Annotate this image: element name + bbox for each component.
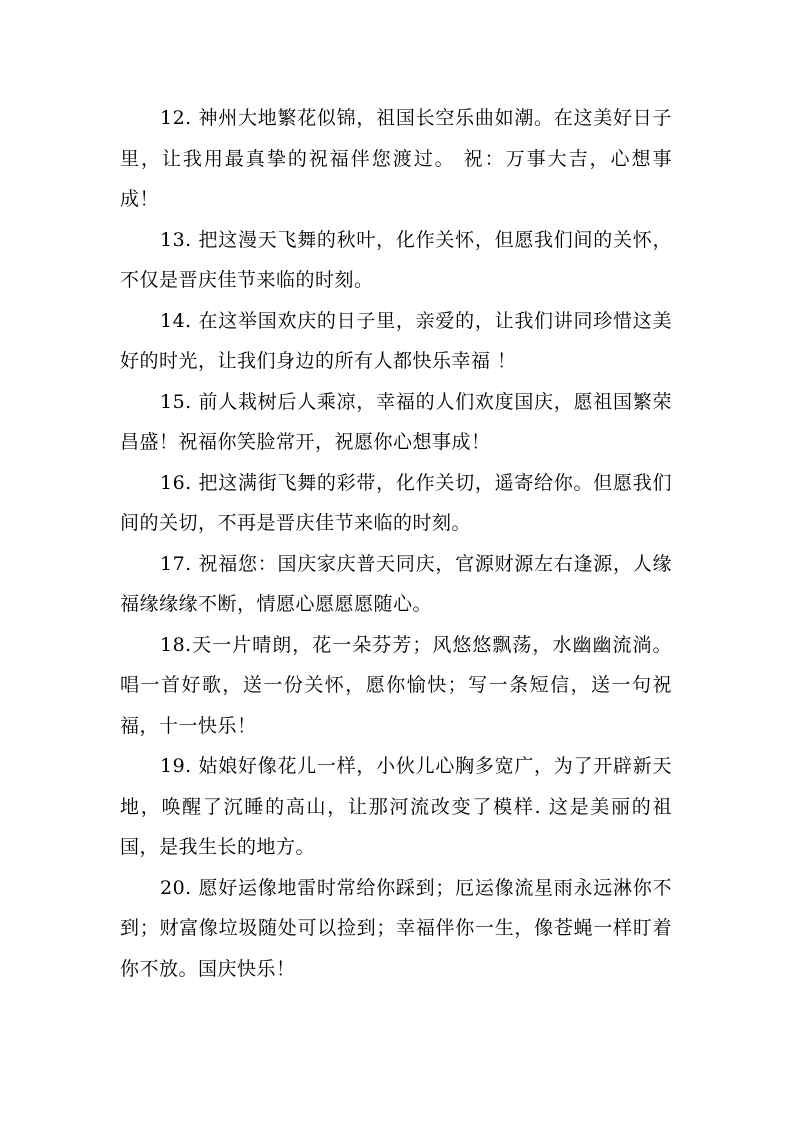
paragraph-13: 13. 把这漫天飞舞的秋叶，化作关怀，但愿我们间的关怀，不仅是晋庆佳节来临的时刻。 [120,228,672,291]
paragraph-19: 19. 姑娘好像花儿一样，小伙儿心胸多宽广，为了开辟新天地，唤醒了沉睡的高山，让那河流改变了模样. 这是美丽的祖国，是我生长的地方。 [120,755,672,858]
paragraph-15: 15. 前人栽树后人乘凉，幸福的人们欢度国庆，愿祖国繁荣昌盛！祝福你笑脸常开，祝愿你心想事成！ [120,390,672,453]
paragraph-14: 14. 在这举国欢庆的日子里，亲爱的，让我们讲同珍惜这美好的时光，让我们身边的所有人都快乐幸福 ！ [120,309,672,372]
paragraph-12: 12. 神州大地繁花似锦，祖国长空乐曲如潮。在这美好日子里，让我用最真挚的祝福伴您渡过。 祝：万事大吉，心想事成！ [120,107,672,210]
document-body [120,98,672,989]
paragraph-20: 20. 愿好运像地雷时常给你踩到；厄运像流星雨永远淋你不到；财富像垃圾随处可以捡到；幸福伴你一生，像苍蝇一样盯着你不放。国庆快乐！ [120,876,672,980]
paragraph-17: 17. 祝福您：国庆家庆普天同庆，官源财源左右逢源，人缘福缘缘缘不断，情愿心愿愿愿随心。 [120,552,672,615]
paragraph-18: 18.天一片晴朗，花一朵芬芳；风悠悠飘荡，水幽幽流淌。唱一首好歌，送一份关怀，愿你愉快；写一条短信，送一句祝福，十一快乐！ [120,633,672,737]
paragraph-16: 16. 把这满街飞舞的彩带，化作关切，遥寄给你。但愿我们间的关切，不再是晋庆佳节来临的时刻。 [120,471,672,534]
